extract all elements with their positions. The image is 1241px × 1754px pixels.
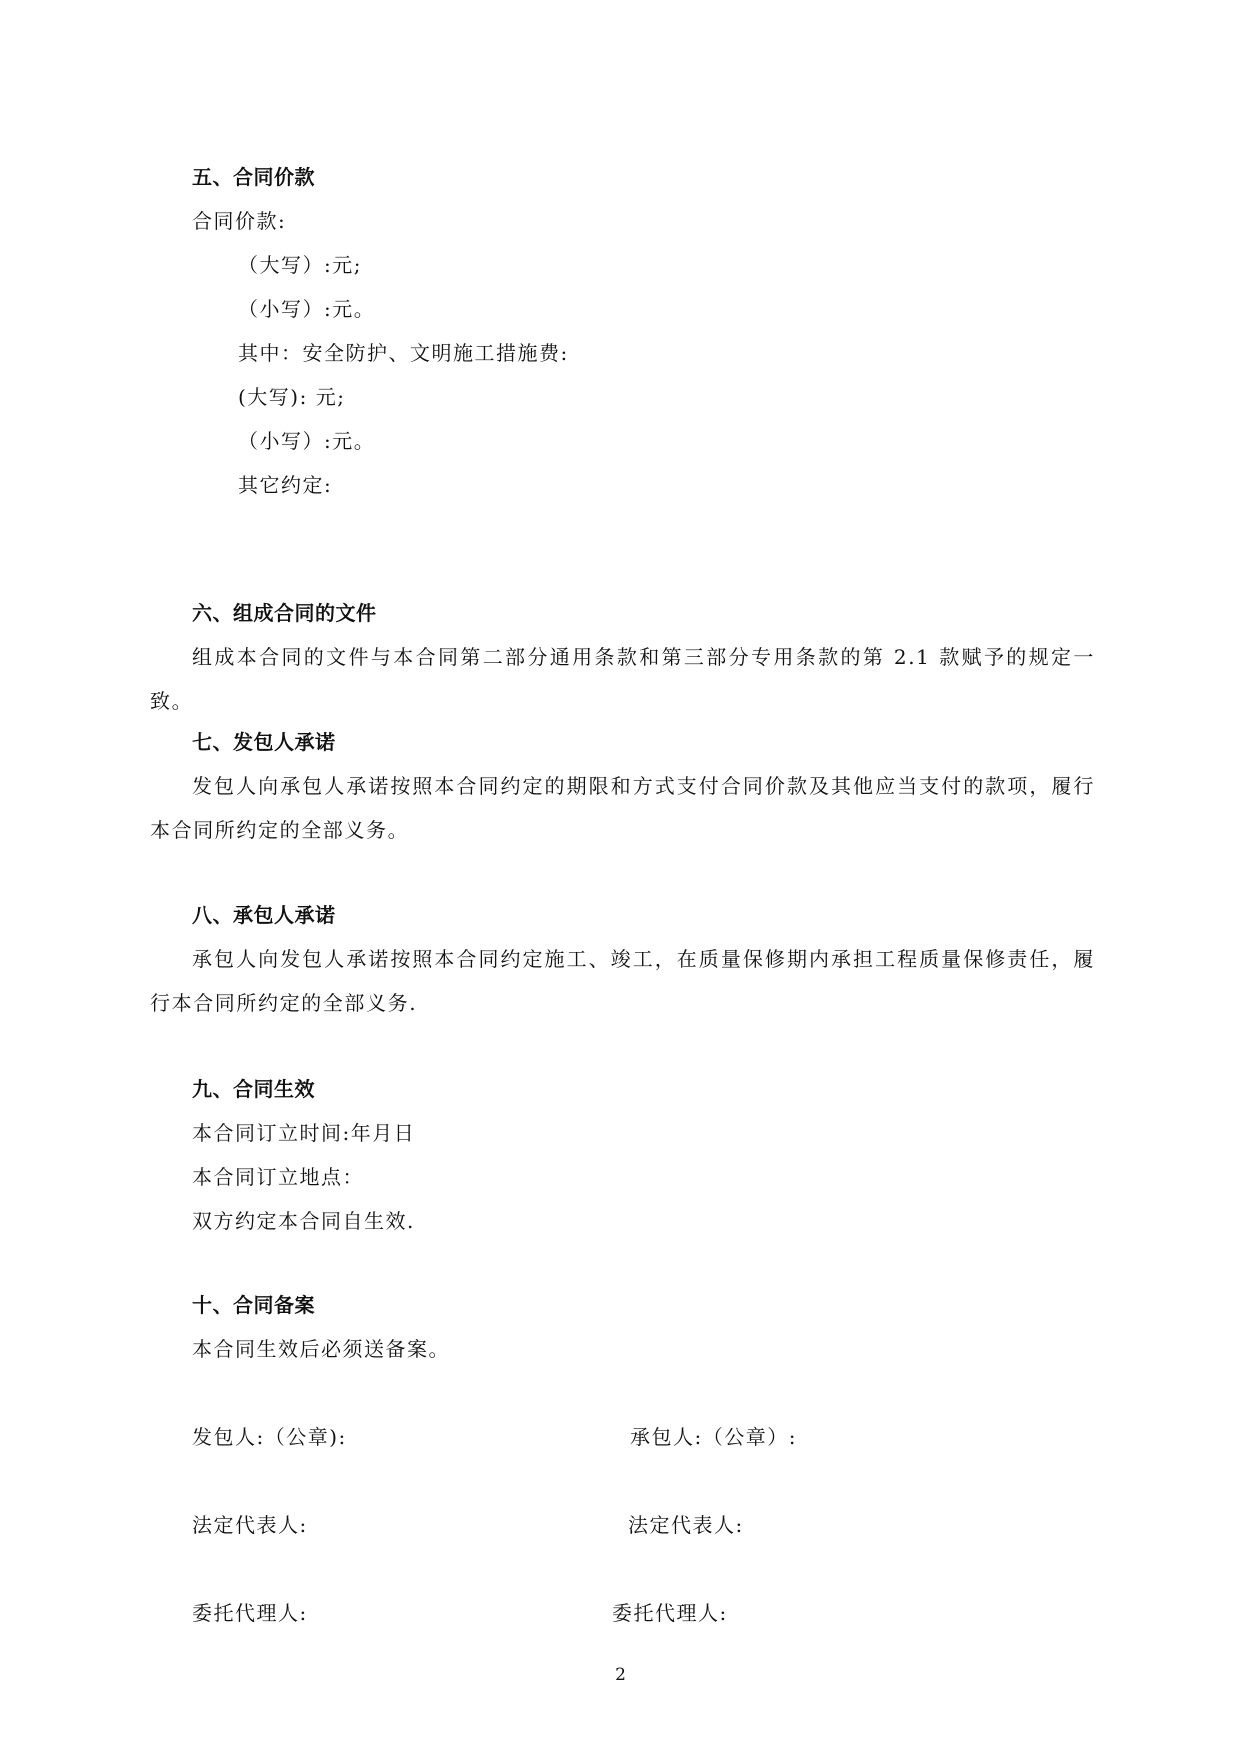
section6-body: 组成本合同的文件与本合同第二部分通用条款和第三部分专用条款的第 2.1 款赋予的规定一致。 [150,645,1095,713]
signing-time: 本合同订立时间:年月日 [192,1121,416,1145]
section7-heading: 七、发包人承诺 [192,730,336,754]
section8-body: 承包人向发包人承诺按照本合同约定施工、竣工，在质量保修期内承担工程质量保修责任，履行本合同所约定的全部义务. [150,947,1095,1015]
employer-agent-label: 委托代理人: [192,1601,308,1625]
page-number: 2 [615,1665,626,1685]
signing-place: 本合同订立地点： [192,1165,364,1189]
section8-heading: 八、承包人承诺 [192,903,336,927]
contractor-agent-label: 委托代理人: [612,1601,728,1625]
employer-seal-label: 发包人:（公章): [192,1425,347,1449]
employer-rep-label: 法定代表人: [192,1513,308,1537]
contractor-rep-label: 法定代表人: [628,1513,744,1537]
section5-heading: 五、合同价款 [192,165,315,189]
filing-clause: 本合同生效后必须送备案。 [192,1337,450,1361]
section9-heading: 九、合同生效 [192,1077,315,1101]
section10-heading: 十、合同备案 [192,1293,315,1317]
section6-heading: 六、组成合同的文件 [192,601,377,625]
safety-fee-label: 其中：安全防护、文明施工措施费: [238,341,569,365]
safety-fee-lower: （小写）:元。 [238,429,376,453]
contract-price-upper: （大写）:元; [238,253,362,277]
contractor-seal-label: 承包人:（公章）: [630,1425,797,1449]
section7-body: 发包人向承包人承诺按照本合同约定的期限和方式支付合同价款及其他应当支付的款项，履行本合同所约定的全部义务。 [150,774,1095,842]
effective-clause: 双方约定本合同自生效. [192,1209,415,1233]
contract-price-label: 合同价款: [192,209,287,233]
contract-price-lower: （小写）:元。 [238,297,376,321]
other-agreements: 其它约定: [238,473,333,497]
safety-fee-upper: (大写): 元; [238,385,346,409]
